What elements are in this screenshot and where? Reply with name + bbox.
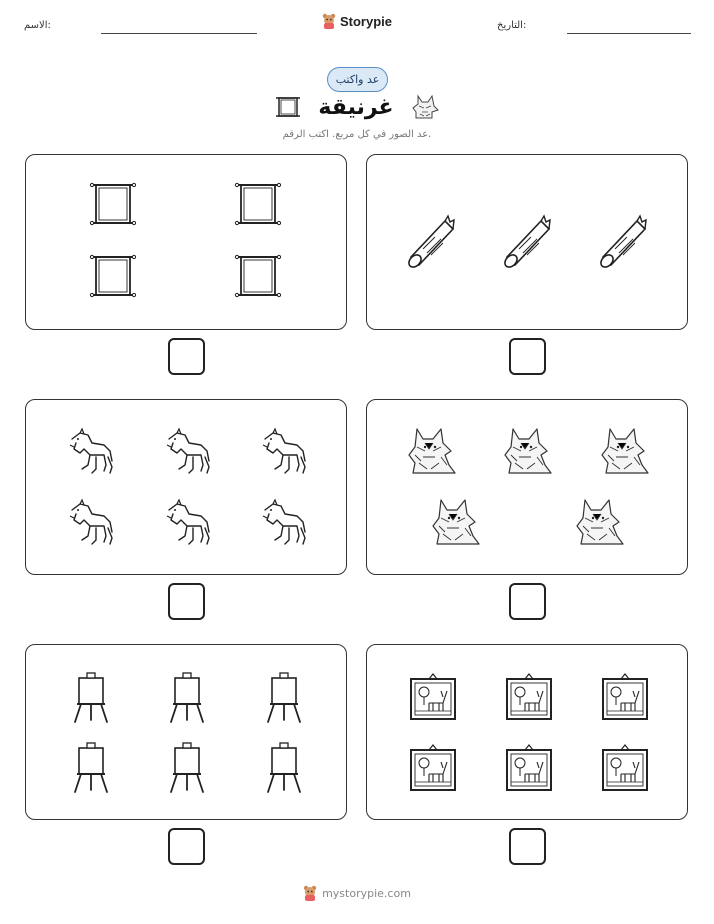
deer-picture-icon: [503, 742, 555, 794]
easel-icon: [67, 740, 115, 794]
log-icon: [593, 211, 653, 273]
count-card-easels: [25, 644, 347, 820]
count-card-logs: [366, 154, 688, 330]
horse-icon: [159, 496, 213, 550]
wolf-icon: [429, 496, 481, 548]
name-line[interactable]: [101, 33, 257, 34]
count-card-horses: [25, 399, 347, 575]
wolf-icon: [598, 425, 650, 477]
answer-box-wolves[interactable]: [509, 583, 546, 620]
date-label: التاريخ:: [497, 20, 527, 31]
horse-icon: [159, 425, 213, 479]
frame-icon: [89, 251, 137, 301]
frame-icon: [89, 179, 137, 229]
footer: [0, 885, 714, 901]
easel-icon: [260, 670, 308, 724]
easel-icon: [67, 670, 115, 724]
count-card-wolves: [366, 399, 688, 575]
answer-box-logs[interactable]: [509, 338, 546, 375]
deer-picture-icon: [407, 671, 459, 723]
brand-name: Storypie: [339, 13, 392, 29]
answer-box-easels[interactable]: [168, 828, 205, 865]
log-icon: [497, 211, 557, 273]
count-card-deer-pictures: [366, 644, 688, 820]
horse-icon: [62, 496, 116, 550]
brand-logo: [0, 13, 714, 29]
deer-picture-icon: [599, 742, 651, 794]
log-icon: [401, 211, 461, 273]
deer-picture-icon: [407, 742, 459, 794]
easel-icon: [163, 740, 211, 794]
page-title: غرنيقة: [318, 94, 394, 120]
name-label: الاسم:: [24, 20, 51, 31]
wolf-icon: [573, 496, 625, 548]
answer-box-frames[interactable]: [168, 338, 205, 375]
horse-icon: [255, 496, 309, 550]
bear-mascot-icon: [322, 13, 336, 29]
deer-picture-icon: [503, 671, 555, 723]
wolf-icon: [410, 92, 440, 122]
answer-box-horses[interactable]: [168, 583, 205, 620]
horse-icon: [255, 425, 309, 479]
deer-picture-icon: [599, 671, 651, 723]
answer-box-deer-pictures[interactable]: [509, 828, 546, 865]
easel-icon: [163, 670, 211, 724]
horse-icon: [62, 425, 116, 479]
count-card-frames: [25, 154, 347, 330]
footer-url[interactable]: mystorypie.com: [322, 886, 411, 900]
wolf-icon: [405, 425, 457, 477]
easel-icon: [260, 740, 308, 794]
title-row: [0, 92, 714, 122]
frame-icon: [274, 93, 302, 121]
wolf-icon: [501, 425, 553, 477]
frame-icon: [234, 179, 282, 229]
activity-tag: عد واكتب: [327, 67, 388, 92]
instructions: عد الصور في كل مربع. اكتب الرقم.: [282, 129, 432, 140]
bear-mascot-icon: [303, 885, 317, 901]
frame-icon: [234, 251, 282, 301]
date-line[interactable]: [567, 33, 691, 34]
